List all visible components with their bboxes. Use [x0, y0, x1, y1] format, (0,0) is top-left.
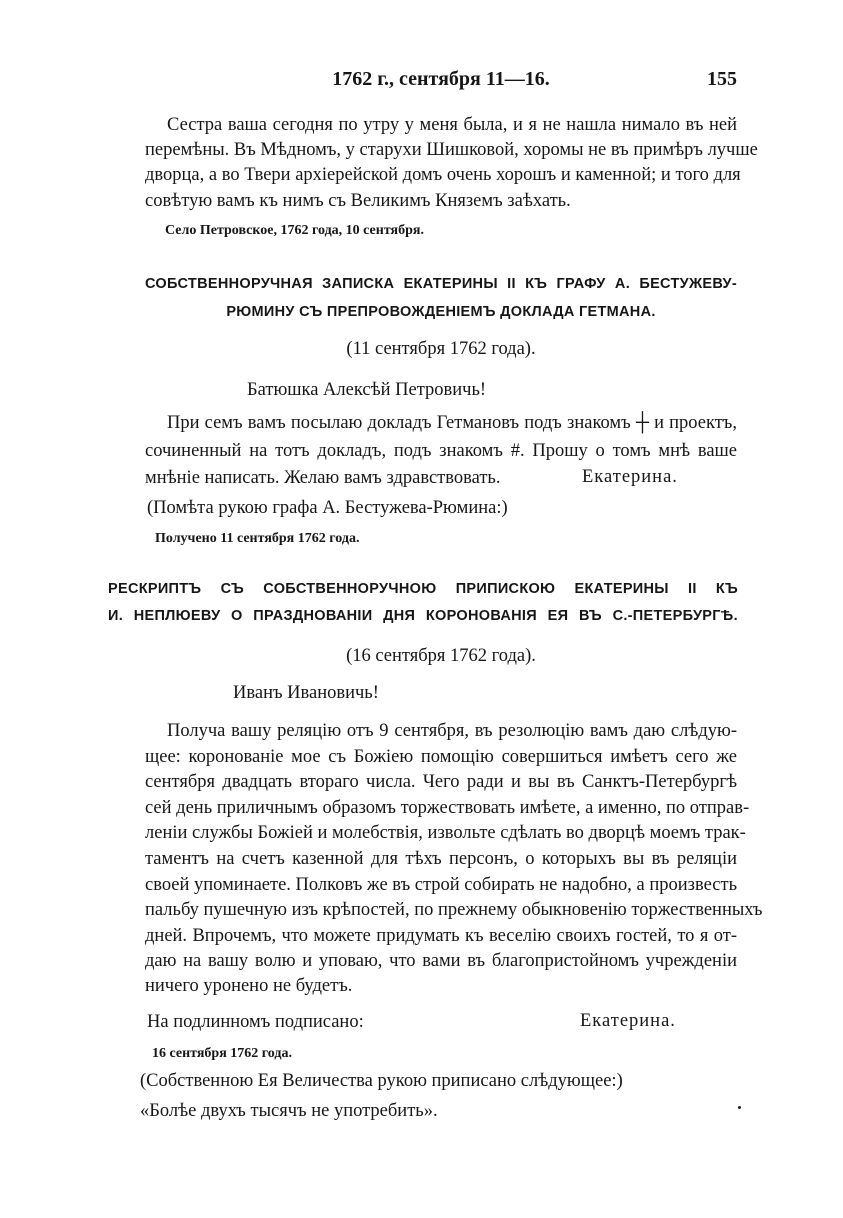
text-line: При семъ вамъ посылаю докладъ Гетмановъ подъ знакомъ ┼ и проектъ, [167, 413, 737, 433]
note: (Помѣта рукою графа А. Бестужева-Рюмина:) [147, 498, 508, 518]
text-line: Получа вашу реляцію отъ 9 сентября, въ резолюцію вамъ даю слѣдую- [167, 721, 737, 741]
date-line: 16 сентября 1762 года. [152, 1046, 292, 1061]
text-line: леніи службы Божіей и молебствія, извольте сдѣлать во дворцѣ моемъ трак- [145, 823, 746, 843]
text-line: ничего уронено не будетъ. [145, 976, 353, 996]
section-date: (11 сентября 1762 года). [346, 339, 536, 359]
note: (Собственною Ея Величества рукою приписано слѣдующее:) [140, 1071, 623, 1091]
text-line: своей упоминаете. Полковъ же въ строй собирать не надобно, а произвесть [145, 875, 738, 895]
text-line: дворца, а во Твери архіерейской домъ очень хорошъ и каменной; и того для [145, 165, 741, 185]
text-line: сей день приличнымъ образомъ торжествовать имѣете, а именно, по отправ- [145, 798, 750, 818]
section-heading: РЮМИНУ СЪ ПРЕПРОВОЖДЕНІЕМЪ ДОКЛАДА ГЕТМАНА. [226, 304, 656, 320]
text-line: таментъ на счетъ казенной для тѣхъ персонъ, о которыхъ вы въ реляціи [145, 849, 737, 869]
salutation: Батюшка Алексѣй Петровичь! [247, 380, 487, 400]
text-line: щее: коронованіе мое съ Божіею помощію совершиться имѣетъ сего же [145, 747, 737, 767]
signed-label: На подлинномъ подписано: [147, 1012, 364, 1032]
section-heading: РЕСКРИПТЪ СЪ СОБСТВЕННОРУЧНОЮ ПРИПИСКОЮ ЕКАТЕРИНЫ II КЪ [108, 581, 738, 597]
text-line: сентября двадцать втораго числа. Чего ради и вы въ Санктъ-Петербургѣ [145, 772, 737, 792]
text-line: перемѣны. Въ Мѣдномъ, у старухи Шишковой, хоромы не въ примѣръ лучше [145, 140, 758, 160]
signature: Екатерина. [582, 467, 678, 487]
speck-mark [738, 1106, 741, 1109]
text-line: совѣтую вамъ къ нимъ съ Великимъ Княземъ заѣхать. [145, 191, 571, 211]
salutation: Иванъ Ивановичь! [233, 683, 379, 703]
text-line: даю на вашу волю и уповаю, что вами въ благопристойномъ учрежденіи [145, 951, 737, 971]
section-date: (16 сентября 1762 года). [346, 646, 536, 666]
text-line: сочиненный на тотъ докладъ, подъ знакомъ #. Прошу о томъ мнѣ ваше [145, 441, 737, 461]
section-heading: И. НЕПЛЮЕВУ О ПРАЗДНОВАНІИ ДНЯ КОРОНОВАНІЯ ЕЯ ВЪ С.-ПЕТЕРБУРГѢ. [108, 608, 738, 624]
text-line: мнѣніе написать. Желаю вамъ здравствовать. [145, 468, 501, 488]
received-date: Получено 11 сентября 1762 года. [155, 531, 360, 546]
text-line: пальбу пушечную изъ крѣпостей, по прежнему обыкновенію торжественныхъ [145, 900, 763, 920]
running-head-title: 1762 г., сентября 11—16. [332, 68, 550, 90]
signature: Екатерина. [580, 1011, 676, 1031]
page-number: 155 [707, 68, 737, 90]
text-line: Сестра ваша сегодня по утру у меня была, и я не нашла нимало въ ней [167, 115, 737, 135]
place-date: Село Петровское, 1762 года, 10 сентября. [165, 223, 424, 238]
section-heading: СОБСТВЕННОРУЧНАЯ ЗАПИСКА ЕКАТЕРИНЫ II КЪ ГРАФУ А. БЕСТУЖЕВУ- [145, 276, 737, 292]
text-line: дней. Впрочемъ, что можете придумать къ веселію своихъ гостей, то я от- [145, 926, 737, 946]
quote: «Болѣе двухъ тысячъ не употребить». [140, 1101, 438, 1121]
